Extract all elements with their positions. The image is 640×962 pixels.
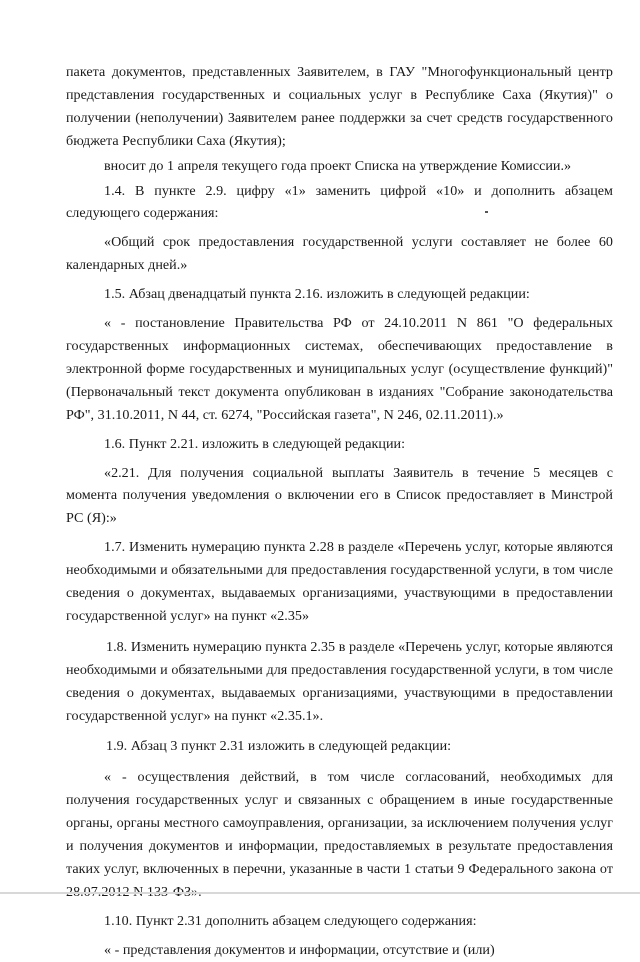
paragraph-4: «Общий срок предоставления государственной услуги составляет не более 60 календарных дней.» [66, 234, 613, 274]
paragraph-8: «2.21. Для получения социальной выплаты Заявитель в течение 5 месяцев с момента получения уведомления о включении его в Список предоставляет в Минстрой РС (Я):» [66, 464, 613, 527]
paragraph-2: вносит до 1 апреля текущего года проект Списка на утверждение Комиссии.» [104, 157, 572, 174]
scan-speck [485, 211, 488, 213]
paragraph-7: 1.6. Пункт 2.21. изложить в следующей редакции: [104, 435, 406, 452]
paragraph-6: « - постановление Правительства РФ от 24.10.2011 N 861 "О федеральных государственных информационных системах, обеспечивающих предоставление в электронной форме государственных и муниципальных услуг (осуществление функций)" (Первоначальный текст документа опубликован в изданиях "Собрание законодательства РФ", 31.10.2011, N 44, ст. 6274, "Российская газета", N 246, 02.11.2011).» [66, 315, 613, 423]
paragraph-13: 1.10. Пункт 2.31 дополнить абзацем следующего содержания: [104, 912, 477, 929]
paragraph-11: 1.9. Абзац 3 пункт 2.31 изложить в следующей редакции: [106, 738, 452, 755]
paragraph-10: 1.8. Изменить нумерацию пункта 2.35 в разделе «Перечень услуг, которые являются необходимыми и обязательными для предоставления государственной услуги, в том числе сведения о документах, выдаваемых организациями, участвующими в предоставлении государственной услуг» на пункт «2.35.1». [66, 638, 613, 724]
paragraph-9: 1.7. Изменить нумерацию пункта 2.28 в разделе «Перечень услуг, которые являются необходимыми и обязательными для предоставления государственной услуги, в том числе сведения о документах, выдаваемых организациями, участвующими в предоставлении государственной услуг» на пункт «2.35» [66, 539, 613, 624]
paragraph-12: « - осуществления действий, в том числе согласований, необходимых для получения государственных услуг и связанных с обращением в иные государственные органы, органы местного самоуправления, организации, за исключением получения услуг и получения документов и информации, предоставляемых в результате предоставления таких услуг, включенных в перечни, указанные в части 1 статьи 9 Федерального закона от [66, 769, 613, 877]
paragraph-3: 1.4. В пункте 2.9. цифру «1» заменить цифрой «10» и дополнить абзацем следующего содержания: [66, 182, 613, 222]
paragraph-1: пакета документов, представленных Заявителем, в ГАУ "Многофункциональный центр представления государственных и социальных услуг в Республике Саха (Якутия)" о получении (неполучении) Заявителем ранее поддержки за счет средств государственного бюджета Республики Саха (Якутия); [66, 64, 613, 149]
paragraph-5: 1.5. Абзац двенадцатый пункта 2.16. изложить в следующей редакции: [104, 286, 530, 303]
page-bottom-edge [0, 892, 640, 894]
paragraph-14: « - представления документов и информации, отсутствие и (или) [104, 941, 495, 958]
